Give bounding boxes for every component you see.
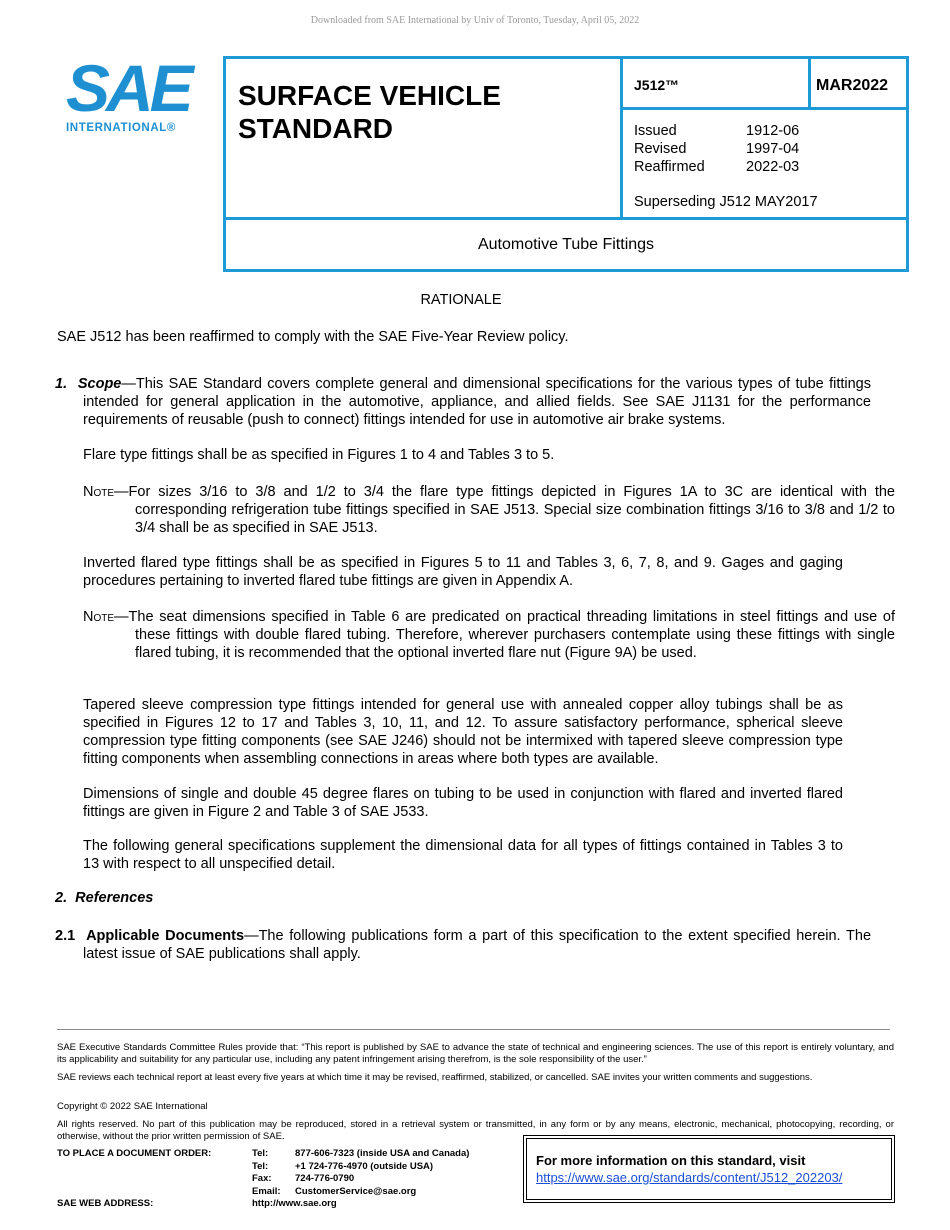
sae-logo — [66, 51, 196, 134]
order-label: TO PLACE A DOCUMENT ORDER: — [57, 1148, 212, 1159]
scope-paragraph — [55, 375, 871, 429]
footer-rights: All rights reserved. No part of this publication may be reproduced, stored in a retrieval system or transmitted, in any form or by any means, electronic, mechanical, photocopying, recording, or otherwise, without the prior written permission of SAE. — [57, 1119, 894, 1142]
reaffirmed-value: 2022-03 — [746, 159, 800, 175]
tel-1-row — [252, 1148, 512, 1161]
rationale-heading: RATIONALE — [420, 292, 502, 308]
scope-flares-paragraph: Dimensions of single and double 45 degree flares on tubing to be used in conjunction with flared and inverted flared fittings are given in Figure 2 and Table 3 of SAE J533. — [83, 786, 843, 820]
doc-subject: Automotive Tube Fittings — [477, 236, 655, 253]
more-info-link[interactable]: https://www.sae.org/standards/content/J512_202203/ — [536, 1170, 843, 1185]
note-1 — [83, 483, 895, 537]
note-2 — [83, 608, 895, 662]
applicable-text: —The following publications form a part of this specification to the extent specified herein. The latest issue of SAE publications shall apply. — [83, 928, 872, 962]
footer-divider — [57, 1029, 890, 1030]
scope-title: Scope — [77, 376, 122, 392]
revised-label: Revised — [634, 141, 687, 157]
references-heading — [55, 890, 153, 906]
footer-copyright: Copyright © 2022 SAE International — [57, 1101, 208, 1112]
web-label: SAE WEB ADDRESS: — [57, 1198, 154, 1209]
issued-label: Issued — [634, 123, 677, 139]
scope-flare-paragraph: Flare type fittings shall be as specified in Figures 1 to 4 and Tables 3 to 5. — [83, 447, 555, 463]
logo-mark: SAE — [66, 51, 190, 125]
more-info-title: For more information on this standard, visit — [536, 1153, 806, 1168]
tel-2-label: Tel: — [252, 1160, 269, 1172]
rationale-text: SAE J512 has been reaffirmed to comply with the SAE Five-Year Review policy. — [57, 329, 569, 345]
scope-inverted-paragraph: Inverted flared type fittings shall be as specified in Figures 5 to 11 and Tables 3, 6, 7, 8, and 9. Gages and gaging procedures pertaining to inverted flared tube fittings are given in Appendix A. — [83, 555, 843, 589]
applicable-documents-paragraph — [55, 927, 871, 963]
tel-2-row — [252, 1161, 512, 1174]
doc-type: SURFACE VEHICLE STANDARD — [238, 80, 501, 144]
scope-general-paragraph: The following general specifications supplement the dimensional data for all types of fittings contained in Tables 3 to 13 with respect to all unspecified detail. — [83, 838, 843, 872]
more-info-box — [526, 1138, 892, 1200]
applicable-title: Applicable Documents — [86, 928, 245, 944]
footer-review: SAE reviews each technical report at least every five years at which time it may be revised, reaffirmed, stabilized, or cancelled. SAE invites your written comments and suggestions. — [57, 1072, 813, 1083]
scope-text: —This SAE Standard covers complete general and dimensional specifications for the various types of tube fittings intended for general application in the automotive, appliance, and allied fields. See SAE J1131 for the performance requirements of reusable (push to connect) fittings intended for use in automotive air brake systems. — [83, 376, 871, 428]
doc-type-box — [223, 56, 623, 220]
email: CustomerService@sae.org — [295, 1185, 417, 1197]
footer-rules: SAE Executive Standards Committee Rules provide that: “This report is published by SAE to advance the state of technical and engineering sciences. The use of this report is entirely voluntary, and its applicability and suitability for any particular use, including any patent infringement arising therefrom, is the sole responsibility of the user.” — [57, 1042, 894, 1065]
logo-text: INTERNATIONAL® — [66, 122, 176, 134]
scope-compression-paragraph: Tapered sleeve compression type fittings intended for general use with annealed copper alloy tubings shall be as specified in Figures 12 to 17 and Tables 3, 10, 11, and 12. To assure satisfactory performance, spherical sleeve compression type fitting components (see SAE J246) should not be intermixed with tapered sleeve compression type fitting components when assembling connections in areas where both types are available. — [83, 697, 843, 767]
web-address[interactable]: http://www.sae.org — [252, 1198, 337, 1209]
issued-value: 1912-06 — [746, 123, 800, 139]
note-2-label: Note — [83, 609, 115, 625]
reaffirmed-row — [634, 158, 799, 176]
fax-label: Fax: — [252, 1173, 272, 1184]
tel-1: 877-606-7323 (inside USA and Canada) — [295, 1148, 470, 1159]
note-1-label: Note — [83, 484, 115, 500]
issued-row — [634, 122, 799, 140]
references-number: 2. — [55, 890, 68, 906]
doc-date: MAR2022 — [816, 77, 889, 94]
note-1-text: —For sizes 3/16 to 3/8 and 1/2 to 3/4 the flare type fittings depicted in Figures 1A to 3C are identical with the corresponding refrigeration tube fittings specified in SAE J513. Special size combination fittings 3/16 to 3/8 and 1/2 to 3/4 shall be as specified in SAE J513. — [114, 484, 895, 536]
tel-2: +1 724-776-4970 (outside USA) — [295, 1160, 434, 1172]
reaffirmed-label: Reaffirmed — [634, 159, 705, 175]
doc-history — [634, 122, 799, 176]
superseding: Superseding J512 MAY2017 — [634, 194, 818, 210]
revised-value: 1997-04 — [746, 141, 800, 157]
download-note: Downloaded from SAE International by Univ of Toronto, Tuesday, April 05, 2022 — [310, 15, 640, 26]
order-contacts — [252, 1148, 512, 1198]
tel-1-label: Tel: — [252, 1148, 269, 1159]
email-row — [252, 1186, 512, 1199]
references-title: References — [75, 890, 154, 906]
applicable-number: 2.1 — [55, 928, 76, 944]
fax-row — [252, 1173, 512, 1186]
note-2-text: —The seat dimensions specified in Table 6 are predicated on practical threading limitations in steel fittings and use of these fittings with double flared tubing. Therefore, wherever purchasers contemplate using these fittings with single flared tubing, it is recommended that the optional inverted flare nut (Figure 9A) be used. — [114, 609, 895, 661]
doc-number: J512™ — [634, 77, 680, 93]
revised-row — [634, 140, 799, 158]
fax: 724-776-0790 — [295, 1173, 355, 1184]
scope-number: 1. — [55, 376, 68, 392]
email-label: Email: — [252, 1185, 281, 1197]
